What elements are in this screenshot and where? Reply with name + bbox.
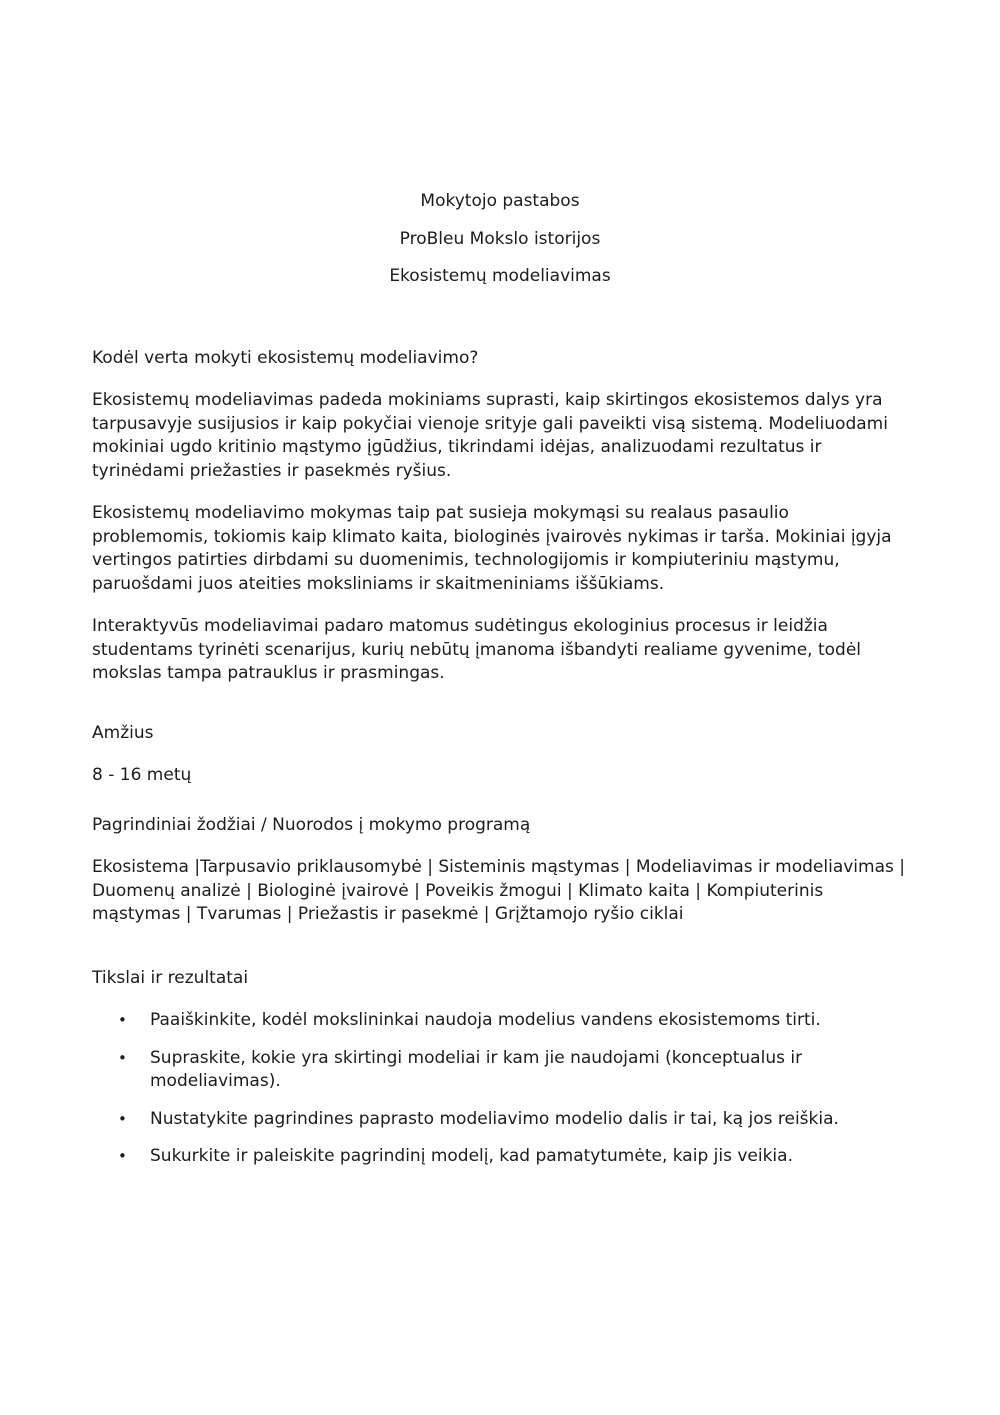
paragraph: Interaktyvūs modeliavimai padaro matomus sudėtingus ekologinius procesus ir leidžia studentams tyrinėti scenarijus, kurių nebūtų įmanoma išbandyti realiame gyvenime, todėl mokslas tampa patrauklus ir prasmingas. [92, 616, 862, 683]
bullet-icon: • [118, 1147, 127, 1165]
bullet-icon: • [118, 1109, 127, 1128]
paragraph: Ekosistemų modeliavimo mokymas taip pat susieja mokymąsi su realaus pasaulio problemomis, tokiomis kaip klimato kaita, biologinės įvairovės nykimas ir tarša. Mokiniai įgyja vertingos patirties dirbdami su duomenimis, technologijomis ir kompiuteriniu mąstymu, paruošdami juos ateities moksliniams ir skaitmeniniams iššūkiams. [92, 503, 892, 594]
doc-topic: Ekosistemų modeliavimas [389, 266, 611, 286]
paragraph: Ekosistemų modeliavimas padeda mokiniams suprasti, kaip skirtingos ekosistemos dalys yra tarpusavyje susijusios ir kaip pokyčiai vienoje srityje gali paveikti visą sistemą. Modeliuodami mokiniai ugdo kritinio mąstymo įgūdžius, tikrindami idėjas, analizuodami rezultatus ir tyrinėdami priežasties ir pasekmės ryšius. [92, 390, 888, 481]
list-item-text: Nustatykite pagrindines paprasto modeliavimo modelio dalis ir tai, ką jos reiškia. [150, 1108, 839, 1129]
title-block [92, 190, 908, 289]
doc-title: Mokytojo pastabos [420, 191, 580, 211]
list-item [92, 1047, 908, 1094]
section-heading-why: Kodėl verta mokyti ekosistemų modeliavimo? [92, 347, 479, 368]
age-value: 8 - 16 metų [92, 765, 192, 785]
section-heading-keywords: Pagrindiniai žodžiai / Nuorodos į mokymo programą [92, 814, 531, 835]
list-item [92, 1108, 908, 1132]
list-item-text: Supraskite, kokie yra skirtingi modeliai ir kam jie naudojami (konceptualus ir modeliavimas). [150, 1047, 803, 1091]
keywords-text: Ekosistema |Tarpusavio priklausomybė | Sisteminis mąstymas | Modeliavimas ir modeliavimas | Duomenų analizė | Biologinė įvairovė | Poveikis žmogui | Klimato kaita | Kompiuterinis mąstymas | Tvarumas | Priežastis ir pasekmė | Grįžtamojo ryšio ciklai [92, 857, 905, 924]
list-item-text: Paaiškinkite, kodėl mokslininkai naudoja modelius vandens ekosistemoms tirti. [150, 1010, 821, 1030]
list-item [92, 1145, 908, 1169]
list-item [92, 1009, 908, 1033]
bullet-icon: • [118, 1048, 127, 1067]
doc-subtitle: ProBleu Mokslo istorijos [399, 228, 601, 249]
section-heading-age: Amžius [92, 722, 154, 743]
bullet-icon: • [118, 1011, 127, 1029]
list-item-text: Sukurkite ir paleiskite pagrindinį modelį, kad pamatytumėte, kaip jis veikia. [150, 1146, 793, 1166]
goals-list [92, 1009, 908, 1169]
section-heading-goals: Tikslai ir rezultatai [92, 967, 249, 988]
